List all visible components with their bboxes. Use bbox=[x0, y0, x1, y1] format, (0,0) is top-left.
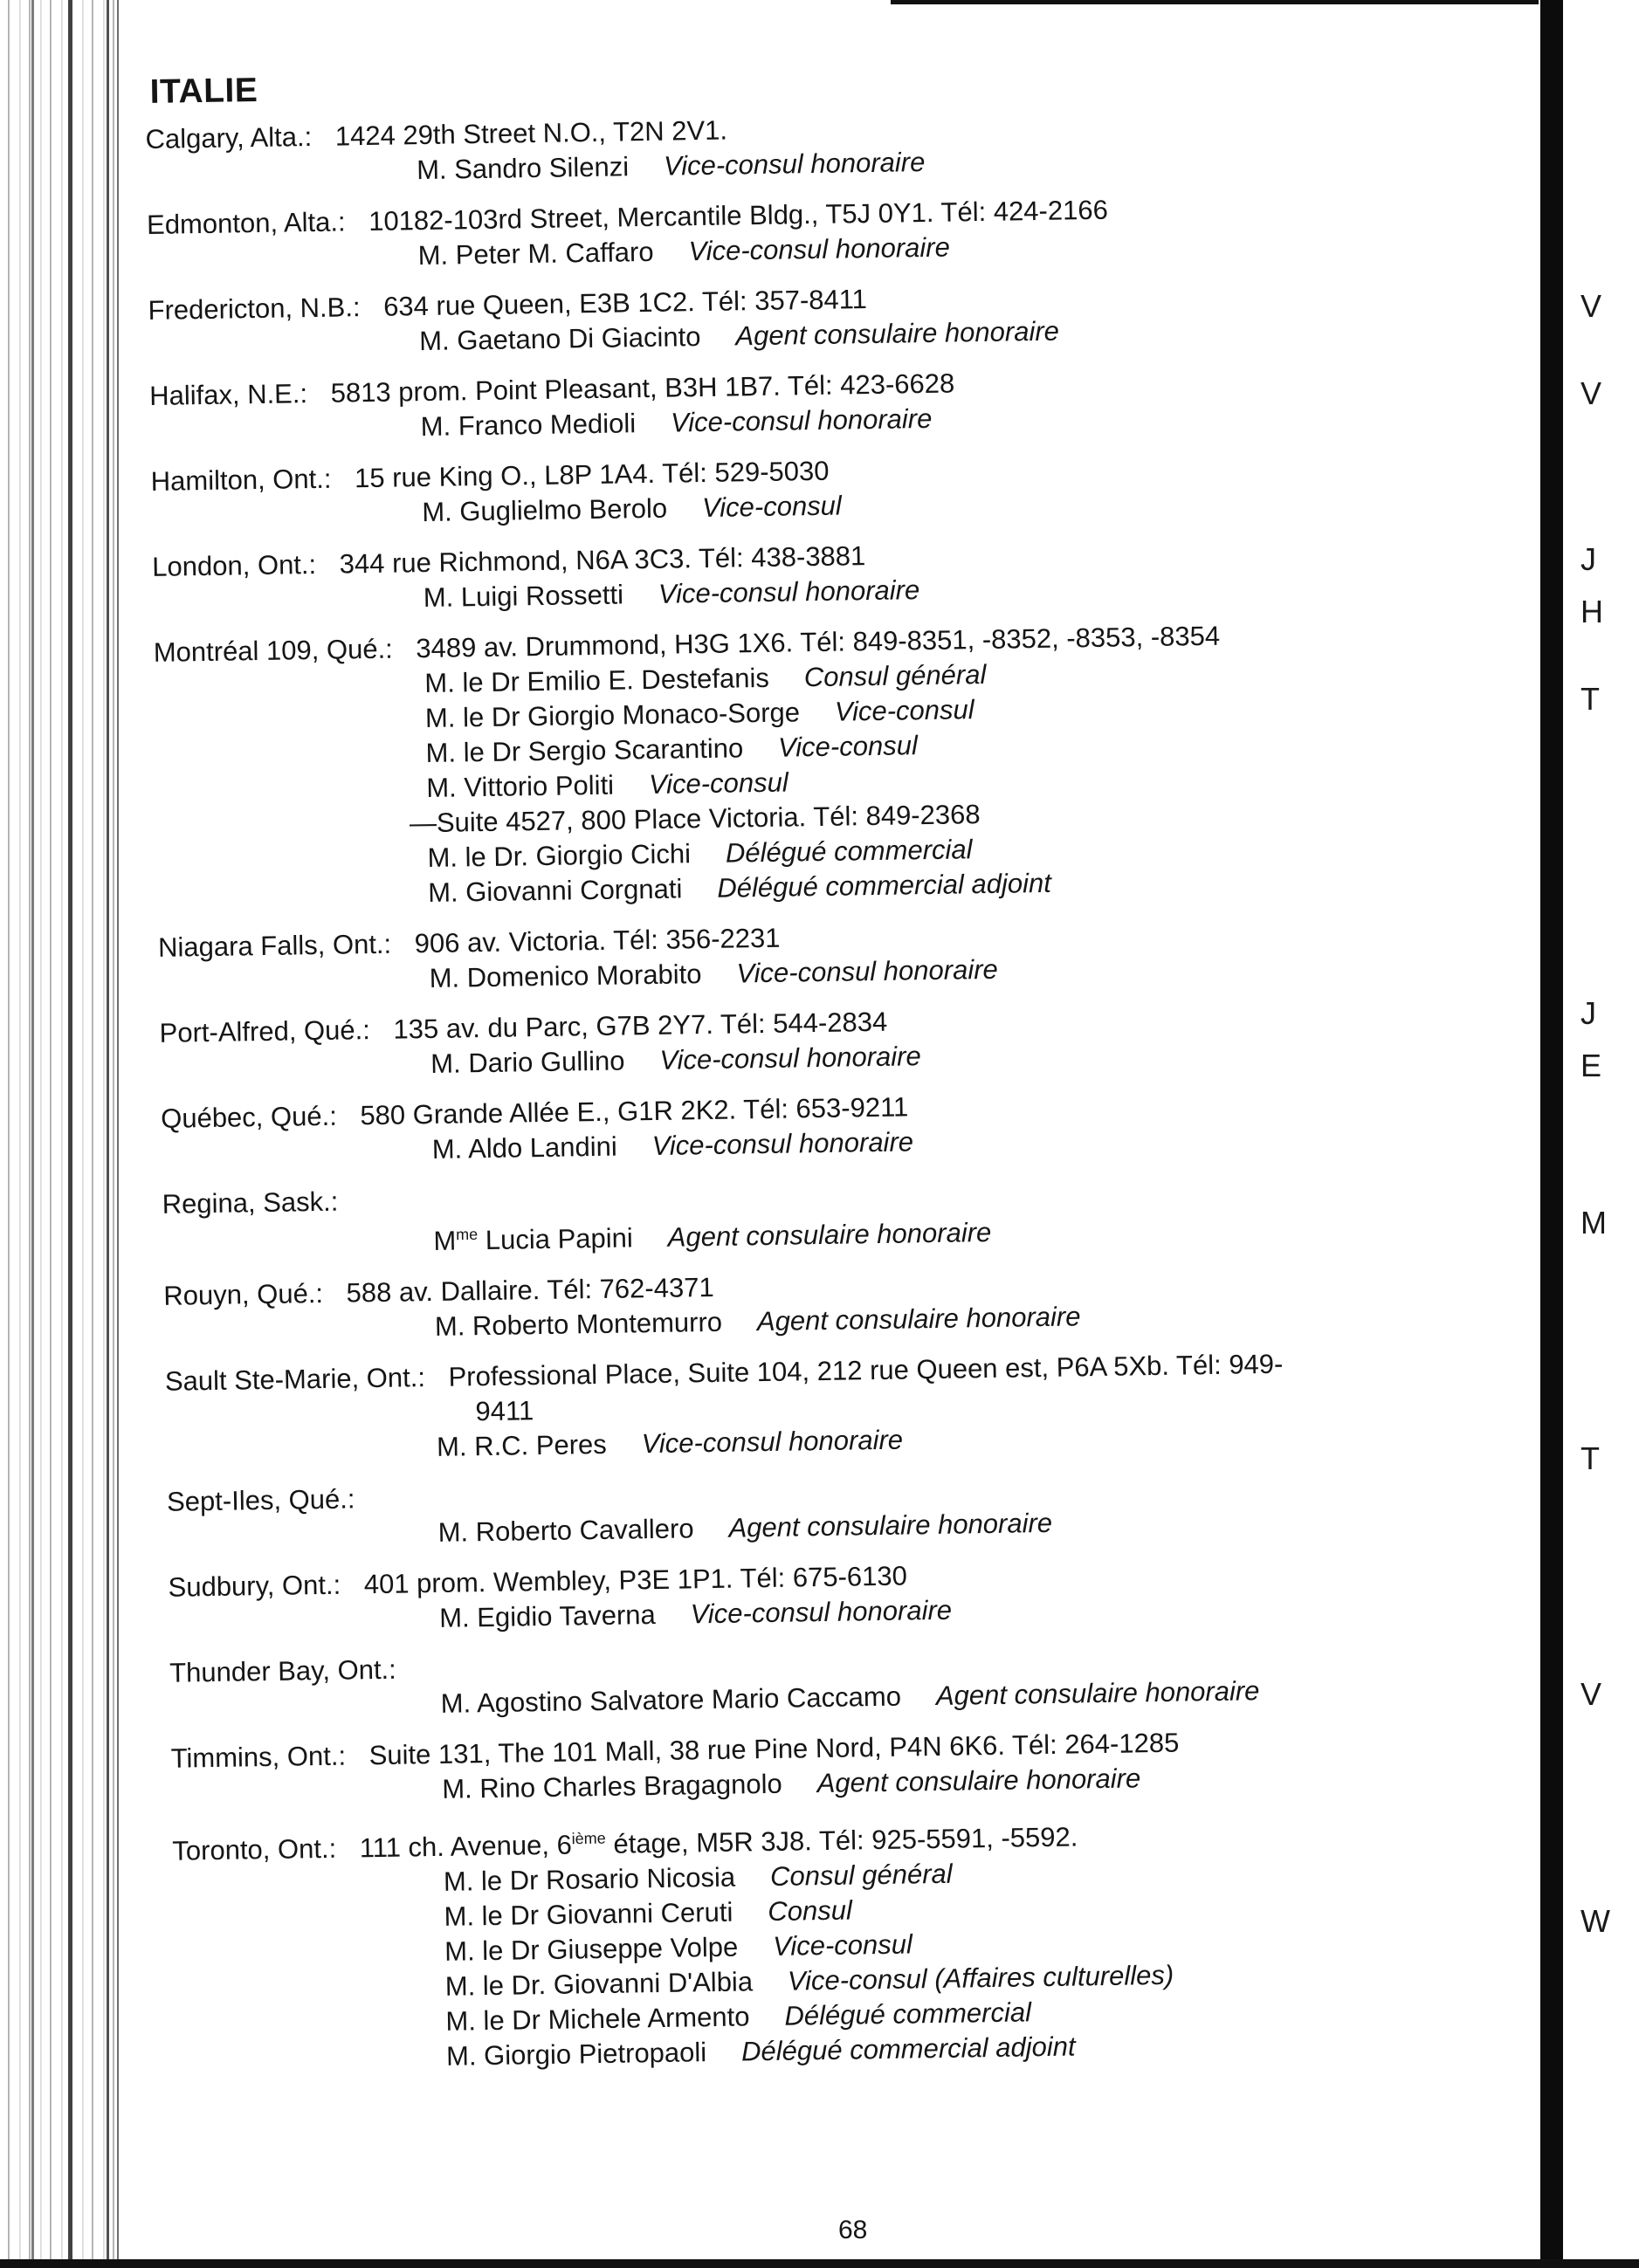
page-number: 68 bbox=[838, 2216, 868, 2244]
official-name-superscript: me bbox=[455, 1226, 479, 1244]
official-name: M. Franco Medioli bbox=[420, 408, 637, 443]
address-part: 111 ch. Avenue, 6 bbox=[359, 1829, 573, 1864]
official-role: Vice-consul honoraire bbox=[651, 1126, 914, 1162]
official-name: M. Aldo Landini bbox=[431, 1131, 618, 1165]
address: 10182-103rd Street, Mercantile Bldg., T5J 0Y1. Tél: 424-2166 bbox=[368, 194, 1109, 237]
facing-page-fragment: H bbox=[1580, 594, 1603, 629]
city-label: Calgary, Alta.: bbox=[145, 120, 313, 155]
address: Professional Place, Suite 104, 212 rue Queen est, P6A 5Xb. Tél: 949- bbox=[448, 1349, 1284, 1393]
city-label: Thunder Bay, Ont.: bbox=[169, 1654, 397, 1689]
consulate-entry bbox=[150, 443, 1461, 534]
city-label: Sudbury, Ont.: bbox=[168, 1570, 341, 1604]
official-name: M. Sandro Silenzi bbox=[416, 151, 630, 186]
official-name: M. Peter M. Caffaro bbox=[417, 236, 654, 271]
consulate-entry bbox=[167, 1465, 1477, 1556]
official-role: Vice-consul honoraire bbox=[688, 231, 951, 267]
official-role: Agent consulaire honoraire bbox=[935, 1675, 1260, 1712]
city-label: Hamilton, Ont.: bbox=[150, 463, 332, 497]
consulate-entry bbox=[149, 358, 1460, 449]
facing-page-fragment: V bbox=[1580, 375, 1602, 411]
consulate-entry bbox=[153, 615, 1467, 915]
address: 906 av. Victoria. Tél: 356-2231 bbox=[414, 922, 781, 959]
official-role: Vice-consul bbox=[648, 766, 789, 801]
address: 135 av. du Parc, G7B 2Y7. Tél: 544-2834 bbox=[393, 1006, 888, 1045]
top-edge-rule bbox=[891, 0, 1554, 4]
official-name: M. R.C. Peres bbox=[436, 1429, 608, 1463]
official-role: Vice-consul (Affaires culturelles) bbox=[787, 1959, 1174, 1997]
official-name: M. le Dr Sergio Scarantino bbox=[425, 732, 744, 769]
official-name: M. Rino Charles Bragagnolo bbox=[442, 1769, 782, 1805]
facing-page-fragment: W bbox=[1580, 1903, 1610, 1939]
official-name bbox=[433, 1223, 633, 1257]
facing-page-gutter bbox=[1540, 0, 1563, 2268]
official-name: M. le Dr. Giovanni D'Albia bbox=[444, 1965, 754, 2002]
city-label: Edmonton, Alta.: bbox=[146, 206, 346, 240]
address: 344 rue Richmond, N6A 3C3. Tél: 438-3881 bbox=[339, 540, 866, 580]
consulate-entry bbox=[148, 272, 1458, 363]
address: 15 rue King O., L8P 1A4. Tél: 529-5030 bbox=[354, 455, 830, 494]
official-role: Consul bbox=[768, 1894, 853, 1927]
consulate-entry bbox=[147, 187, 1457, 278]
consulate-entry bbox=[163, 1259, 1474, 1350]
official-name: M. Dario Gullino bbox=[430, 1045, 625, 1079]
official-name: M. Roberto Montemurro bbox=[434, 1307, 723, 1343]
official-role: Agent consulaire honoraire bbox=[728, 1508, 1053, 1544]
consulate-entry bbox=[169, 1636, 1480, 1727]
consulate-entry bbox=[145, 101, 1456, 192]
official-role: Consul général bbox=[803, 658, 987, 693]
directory-page bbox=[144, 31, 1486, 2093]
address: 1424 29th Street N.O., T2N 2V1. bbox=[334, 114, 728, 152]
address: Suite 131, The 101 Mall, 38 rue Pine Nord, P4N 6K6. Tél: 264-1285 bbox=[368, 1727, 1180, 1771]
consulate-entry bbox=[162, 1166, 1472, 1263]
official-role: Délégué commercial bbox=[725, 834, 973, 869]
facing-page-fragment: J bbox=[1580, 541, 1596, 577]
consulate-entry bbox=[161, 1081, 1471, 1172]
official-role: Consul général bbox=[769, 1858, 953, 1892]
official-role: Vice-consul bbox=[701, 490, 843, 524]
consulate-entry bbox=[170, 1722, 1481, 1812]
facing-page-fragment: V bbox=[1580, 288, 1602, 324]
official-role: Vice-consul bbox=[777, 730, 919, 763]
official-name: M. le Dr Giuseppe Volpe bbox=[444, 1931, 739, 1967]
consulate-entry bbox=[165, 1344, 1477, 1470]
city-label: Regina, Sask.: bbox=[162, 1186, 339, 1220]
official-name: M. Egidio Taverna bbox=[438, 1599, 657, 1634]
official-name: M. le Dr Emilio E. Destefanis bbox=[424, 662, 770, 699]
official-name-rest: Lucia Papini bbox=[477, 1222, 634, 1256]
official-role: Vice-consul bbox=[772, 1928, 913, 1962]
official-role: Vice-consul honoraire bbox=[670, 402, 933, 438]
address-part: étage, M5R 3J8. Tél: 925-5591, -5592. bbox=[605, 1821, 1078, 1859]
official-name: M. Luigi Rossetti bbox=[423, 579, 624, 614]
official-name: M. Giorgio Pietropaoli bbox=[445, 2036, 707, 2072]
official-name: M. Domenico Morabito bbox=[429, 959, 702, 993]
official-role: Vice-consul honoraire bbox=[736, 953, 999, 989]
facing-page-fragment: J bbox=[1580, 995, 1596, 1031]
binding-rule bbox=[68, 0, 72, 2268]
official-role: Vice-consul honoraire bbox=[658, 574, 920, 609]
binding-edge bbox=[0, 0, 122, 2268]
city-label: Sept-Iles, Qué.: bbox=[166, 1483, 355, 1518]
official-role: Agent consulaire honoraire bbox=[735, 315, 1060, 352]
facing-page-edge bbox=[1539, 0, 1639, 2268]
official-name: M. le Dr Giovanni Ceruti bbox=[444, 1896, 733, 1932]
official-name: M. Guglielmo Berolo bbox=[422, 492, 668, 528]
city-label: Niagara Falls, Ont.: bbox=[157, 928, 392, 963]
official-role: Vice-consul honoraire bbox=[641, 1424, 904, 1460]
city-label: Sault Ste-Marie, Ont.: bbox=[164, 1362, 426, 1398]
official-name: M. Agostino Salvatore Mario Caccamo bbox=[440, 1680, 902, 1720]
official-name: M. le Dr Giorgio Monaco-Sorge bbox=[424, 697, 801, 734]
facing-page-fragment: E bbox=[1580, 1048, 1602, 1083]
city-label: Rouyn, Qué.: bbox=[163, 1278, 324, 1312]
official-role: Vice-consul honoraire bbox=[690, 1595, 953, 1630]
consulate-entry bbox=[172, 1807, 1485, 2079]
official-role: Agent consulaire honoraire bbox=[667, 1217, 992, 1254]
official-role: Agent consulaire honoraire bbox=[816, 1763, 1141, 1799]
consulate-entry bbox=[158, 910, 1469, 1000]
binding-rule bbox=[31, 0, 34, 2268]
address-superscript: ième bbox=[571, 1829, 606, 1847]
address: 580 Grande Allée E., G1R 2K2. Tél: 653-9211 bbox=[360, 1091, 909, 1131]
sub-address: —Suite 4527, 800 Place Victoria. Tél: 849-2368 bbox=[409, 799, 981, 839]
city-label: Halifax, N.E.: bbox=[148, 378, 308, 411]
official-name: M. le Dr Michele Armento bbox=[445, 2001, 750, 2037]
official-name: M. le Dr Rosario Nicosia bbox=[443, 1861, 736, 1897]
binding-rule bbox=[117, 0, 119, 2268]
city-label: Fredericton, N.B.: bbox=[148, 292, 361, 326]
bottom-edge-rule bbox=[0, 2259, 1639, 2268]
city-label: Port-Alfred, Qué.: bbox=[159, 1014, 371, 1048]
country-heading: ITALIE bbox=[149, 71, 258, 111]
city-label: Toronto, Ont.: bbox=[172, 1832, 337, 1866]
city-label: Québec, Qué.: bbox=[160, 1100, 338, 1134]
official-role: Délégué commercial adjoint bbox=[717, 867, 1052, 904]
official-name: M. Roberto Cavallero bbox=[437, 1513, 694, 1549]
address-continuation: 9411 bbox=[475, 1395, 534, 1427]
official-name: M. Giovanni Corgnati bbox=[427, 873, 683, 909]
official-role: Délégué commercial adjoint bbox=[740, 2031, 1076, 2067]
official-role: Vice-consul honoraire bbox=[663, 146, 926, 182]
facing-page-fragment: T bbox=[1580, 681, 1600, 717]
address: 588 av. Dallaire. Tél: 762-4371 bbox=[346, 1272, 714, 1309]
official-name: M. Gaetano Di Giacinto bbox=[418, 321, 701, 357]
official-role: Vice-consul bbox=[834, 694, 974, 727]
address: 3489 av. Drummond, H3G 1X6. Tél: 849-8351, -8352, -8353, -8354 bbox=[416, 620, 1221, 664]
address: 634 rue Queen, E3B 1C2. Tél: 357-8411 bbox=[382, 284, 868, 322]
official-role: Agent consulaire honoraire bbox=[756, 1301, 1081, 1337]
facing-page-fragment: M bbox=[1580, 1205, 1607, 1241]
binding-rule bbox=[107, 0, 109, 2268]
consulate-entry bbox=[152, 529, 1463, 620]
official-name: M. le Dr. Giorgio Cichi bbox=[427, 838, 692, 874]
city-label: Timmins, Ont.: bbox=[170, 1740, 347, 1775]
address: 5813 prom. Point Pleasant, B3H 1B7. Tél: 423-6628 bbox=[330, 368, 955, 409]
address: 401 prom. Wembley, P3E 1P1. Tél: 675-6130 bbox=[363, 1560, 908, 1600]
city-label: London, Ont.: bbox=[151, 548, 317, 582]
official-role: Vice-consul honoraire bbox=[659, 1041, 921, 1076]
official-name-prefix: M bbox=[433, 1225, 457, 1257]
consulate-entry bbox=[168, 1550, 1478, 1641]
facing-page-fragment: T bbox=[1580, 1440, 1600, 1476]
city-label: Montréal 109, Qué.: bbox=[153, 633, 394, 668]
official-role: Délégué commercial bbox=[784, 1996, 1032, 2031]
facing-page-fragment: V bbox=[1580, 1676, 1602, 1712]
consulate-entry bbox=[159, 995, 1470, 1086]
official-name: M. Vittorio Politi bbox=[425, 769, 615, 804]
